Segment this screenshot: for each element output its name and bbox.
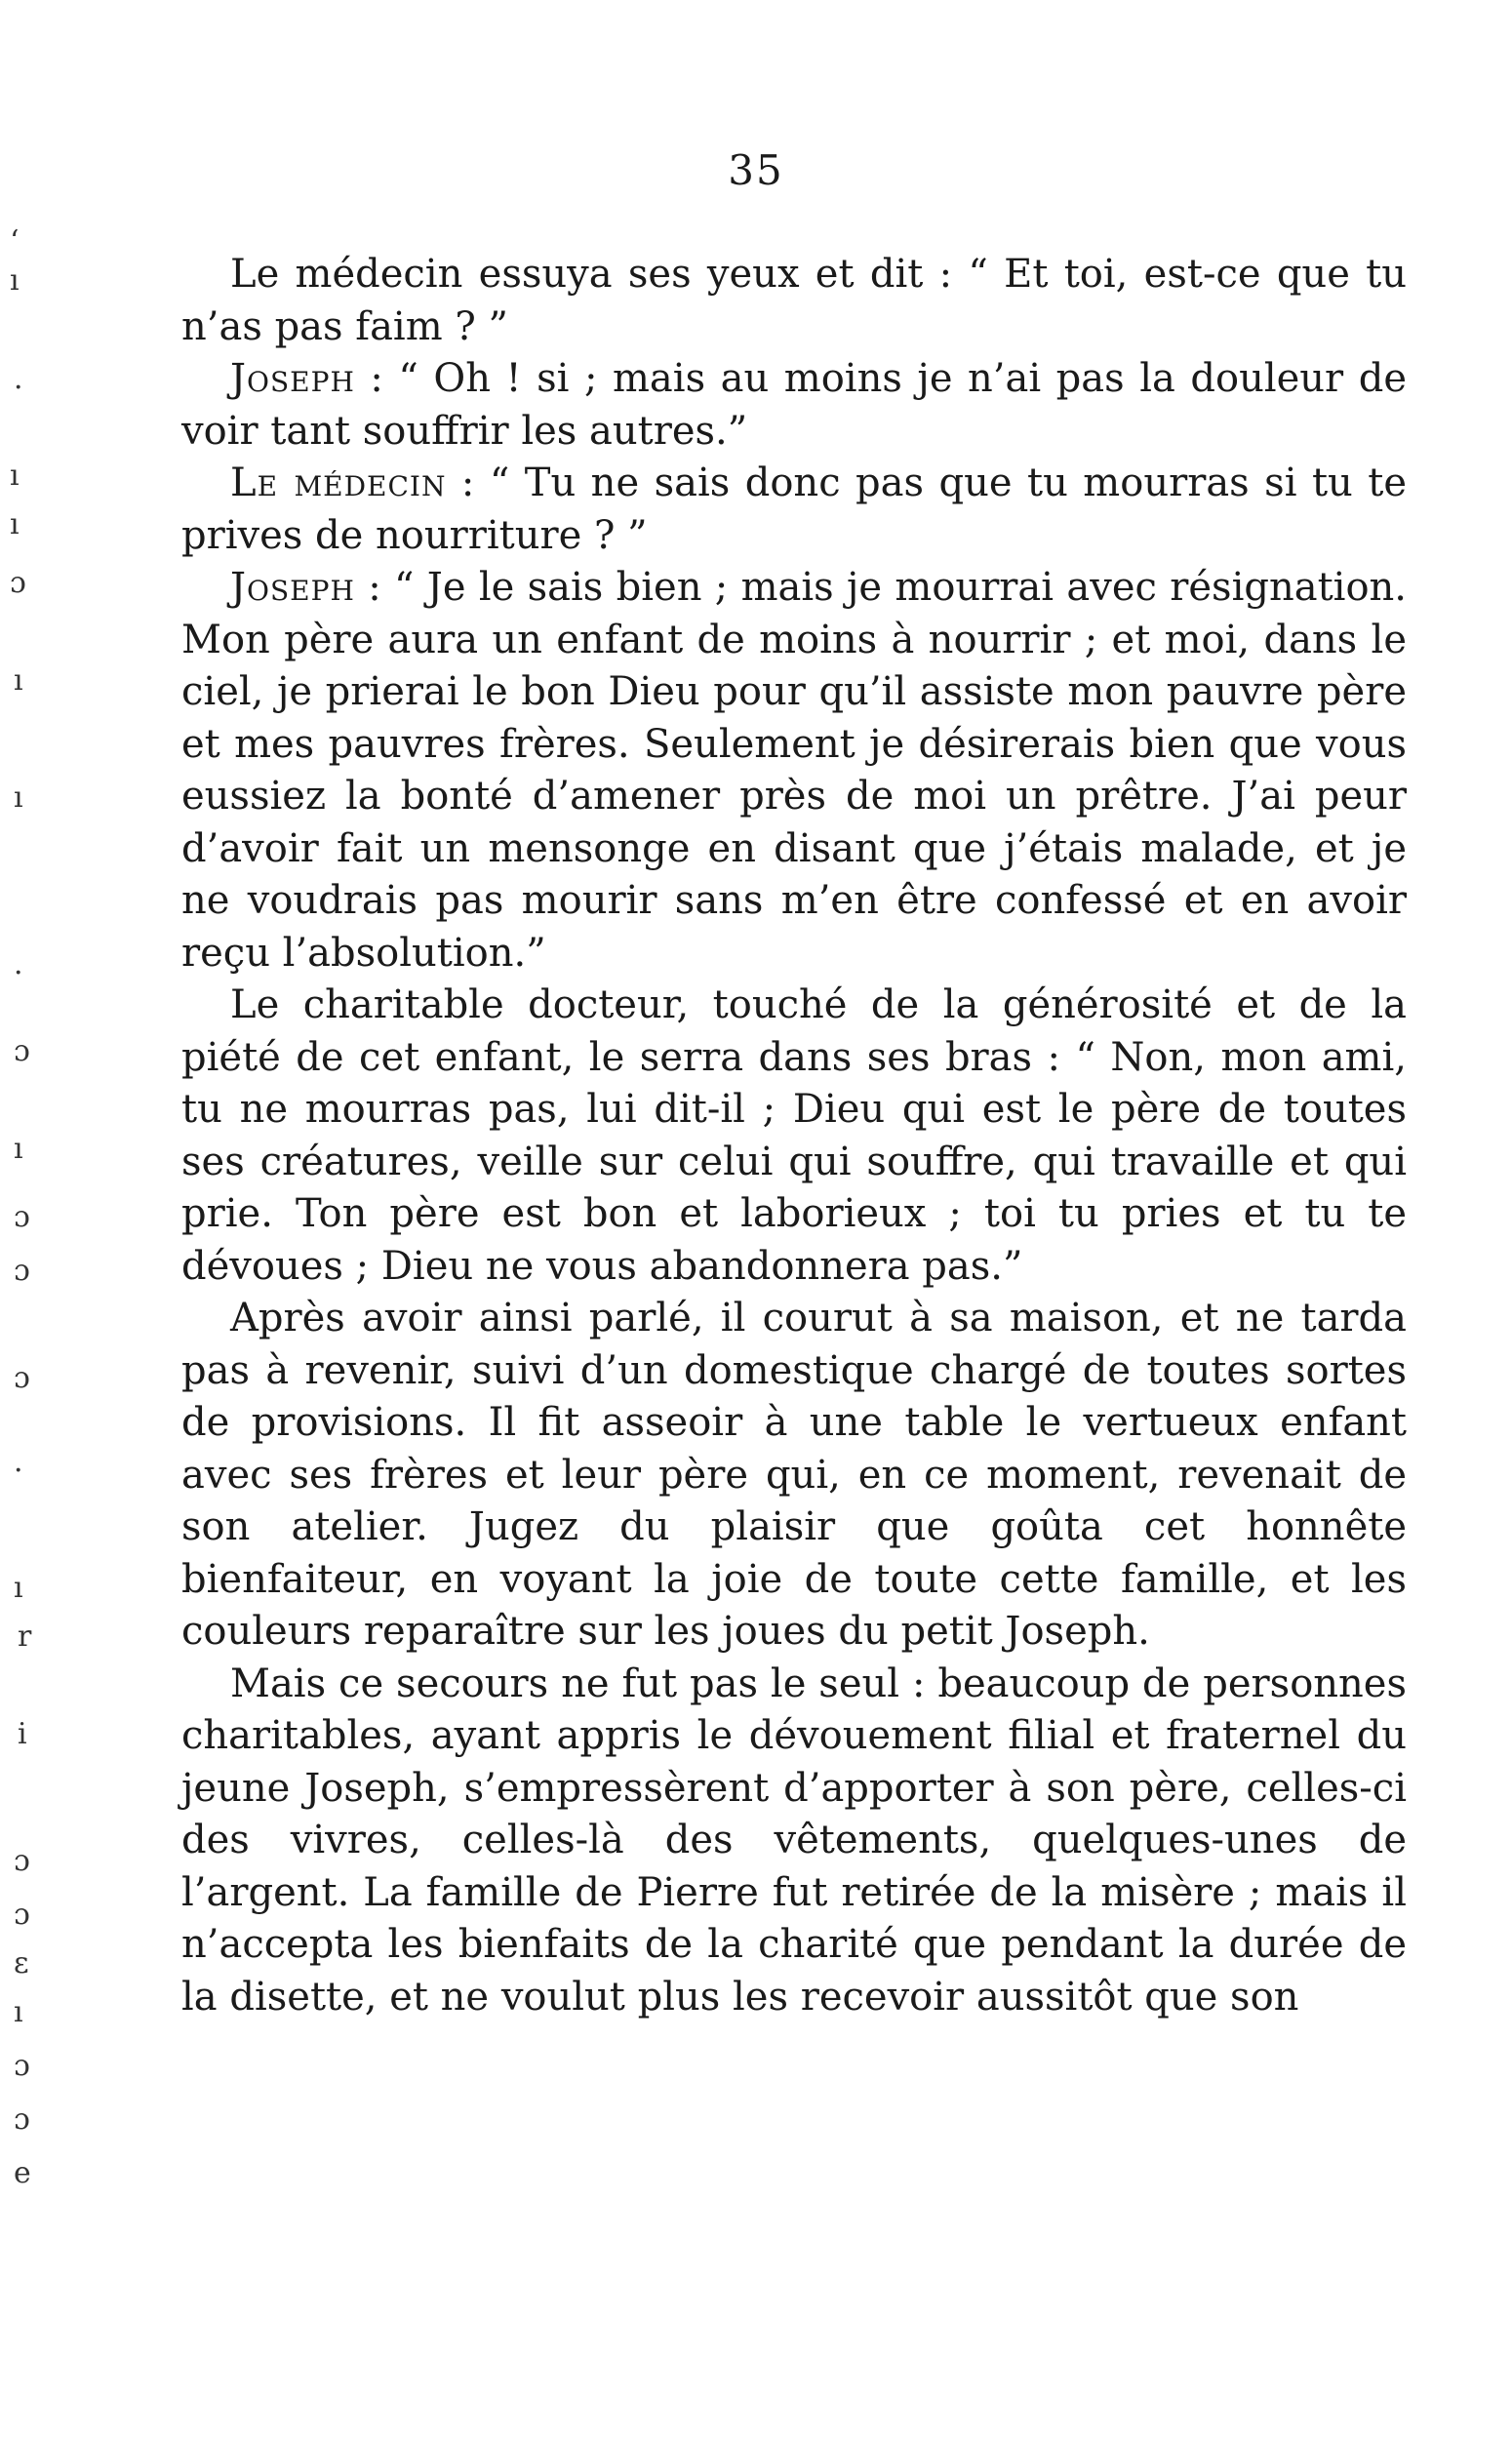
paragraph-7: [181, 1659, 1407, 2024]
margin-mark: ı: [14, 1132, 23, 1166]
margin-mark: ı: [14, 663, 23, 698]
margin-mark: ɔ: [14, 1898, 30, 1932]
paragraph-3: [181, 458, 1407, 562]
margin-mark: ɛ: [14, 1946, 29, 1981]
margin-mark: i: [18, 1717, 27, 1751]
speaker: Le médecin: [230, 460, 447, 505]
margin-mark: ı: [10, 263, 20, 298]
paragraph-text: Mais ce secours ne fut pas le seul : beaucoup de personnes charitables, ayant appris le dévouement filial et fraternel du jeune Joseph, s’empressèrent d’apporter à son père, celles-ci des vivres, celles-là des vêtements, quelques-unes de l’argent. La famille de Pierre fut retirée de la misère ; mais il n’accepta les bienfaits de la charité que pendant la durée de la disette, et ne voulut plus les recevoir aussitôt que son: [181, 1661, 1407, 2020]
margin-mark: ɔ: [14, 2102, 30, 2137]
paragraph-5: [181, 980, 1407, 1293]
margin-mark: ɔ: [14, 1361, 30, 1395]
margin-mark: ɔ: [10, 566, 26, 600]
margin-mark: ·: [14, 1454, 23, 1488]
margin-mark: ɔ: [14, 1844, 30, 1878]
margin-mark: ı: [10, 459, 20, 493]
margin-mark: r: [18, 1620, 32, 1654]
paragraph-text: : “ Je le sais bien ; mais je mourrai avec résignation. Mon père aura un enfant de moins à nourrir ; et moi, dans le ciel, je prierai le bon Dieu pour qu’il assiste mon pauvre père et mes pauvres frères. Seulement je désirerais bien que vous eussiez la bonté d’amener près de moi un prêtre. J’ai peur d’avoir fait un mensonge en disant que j’étais malade, et je ne voudrais pas mourir sans m’en être confessé et en avoir reçu l’absolution.”: [181, 565, 1407, 976]
paragraph-text: Le médecin essuya ses yeux et dit : “ Et toi, est-ce que tu n’as pas faim ? ”: [181, 252, 1407, 349]
margin-mark: ɔ: [14, 1254, 30, 1288]
speaker: Joseph: [230, 356, 355, 401]
margin-mark: ·: [14, 956, 23, 990]
paragraph-text: Le charitable docteur, touché de la générosité et de la piété de cet enfant, le serra dans ses bras : “ Non, mon ami, tu ne mourras pas, lui dit-il ; Dieu qui est le père de toutes ses créatures, veille sur celui qui souffre, qui travaille et qui prie. Ton père est bon et laborieux ; toi tu pries et tu te dévoues ; Dieu ne vous abandonnera pas.”: [181, 982, 1407, 1289]
margin-mark: ·: [14, 371, 23, 405]
margin-mark: ı: [14, 1571, 23, 1605]
margin-mark: ı: [10, 507, 20, 541]
paragraph-text: Après avoir ainsi parlé, il courut à sa maison, et ne tarda pas à revenir, suivi d’un domestique chargé de toutes sortes de provisions. Il fit asseoir à une table le vertueux enfant avec ses frères et leur père qui, en ce moment, revenait de son atelier. Jugez du plaisir que goûta cet honnête bienfaiteur, en voyant la joie de toute cette famille, et les couleurs reparaître sur les joues du petit Joseph.: [181, 1296, 1407, 1654]
paragraph-text: : “ Tu ne sais donc pas que tu mourras si tu te prives de nourriture ? ”: [181, 460, 1407, 558]
paragraph-6: [181, 1293, 1407, 1659]
margin-mark: ɔ: [14, 1034, 30, 1068]
margin-mark: ɔ: [14, 2049, 30, 2083]
paragraph-1: [181, 249, 1407, 353]
paragraph-2: [181, 353, 1407, 458]
margin-mark: ı: [14, 1995, 23, 2029]
page-number: 35: [728, 146, 784, 194]
paragraph-4: [181, 562, 1407, 980]
body-text: [181, 249, 1407, 2023]
speaker: Joseph: [230, 565, 355, 610]
margin-mark: e: [14, 2156, 31, 2190]
margin-mark: ɔ: [14, 1200, 30, 1234]
margin-mark: ı: [14, 780, 23, 815]
margin-mark: ‘: [10, 224, 20, 259]
paragraph-text: : “ Oh ! si ; mais au moins je n’ai pas la douleur de voir tant souffrir les autres.”: [181, 356, 1407, 454]
